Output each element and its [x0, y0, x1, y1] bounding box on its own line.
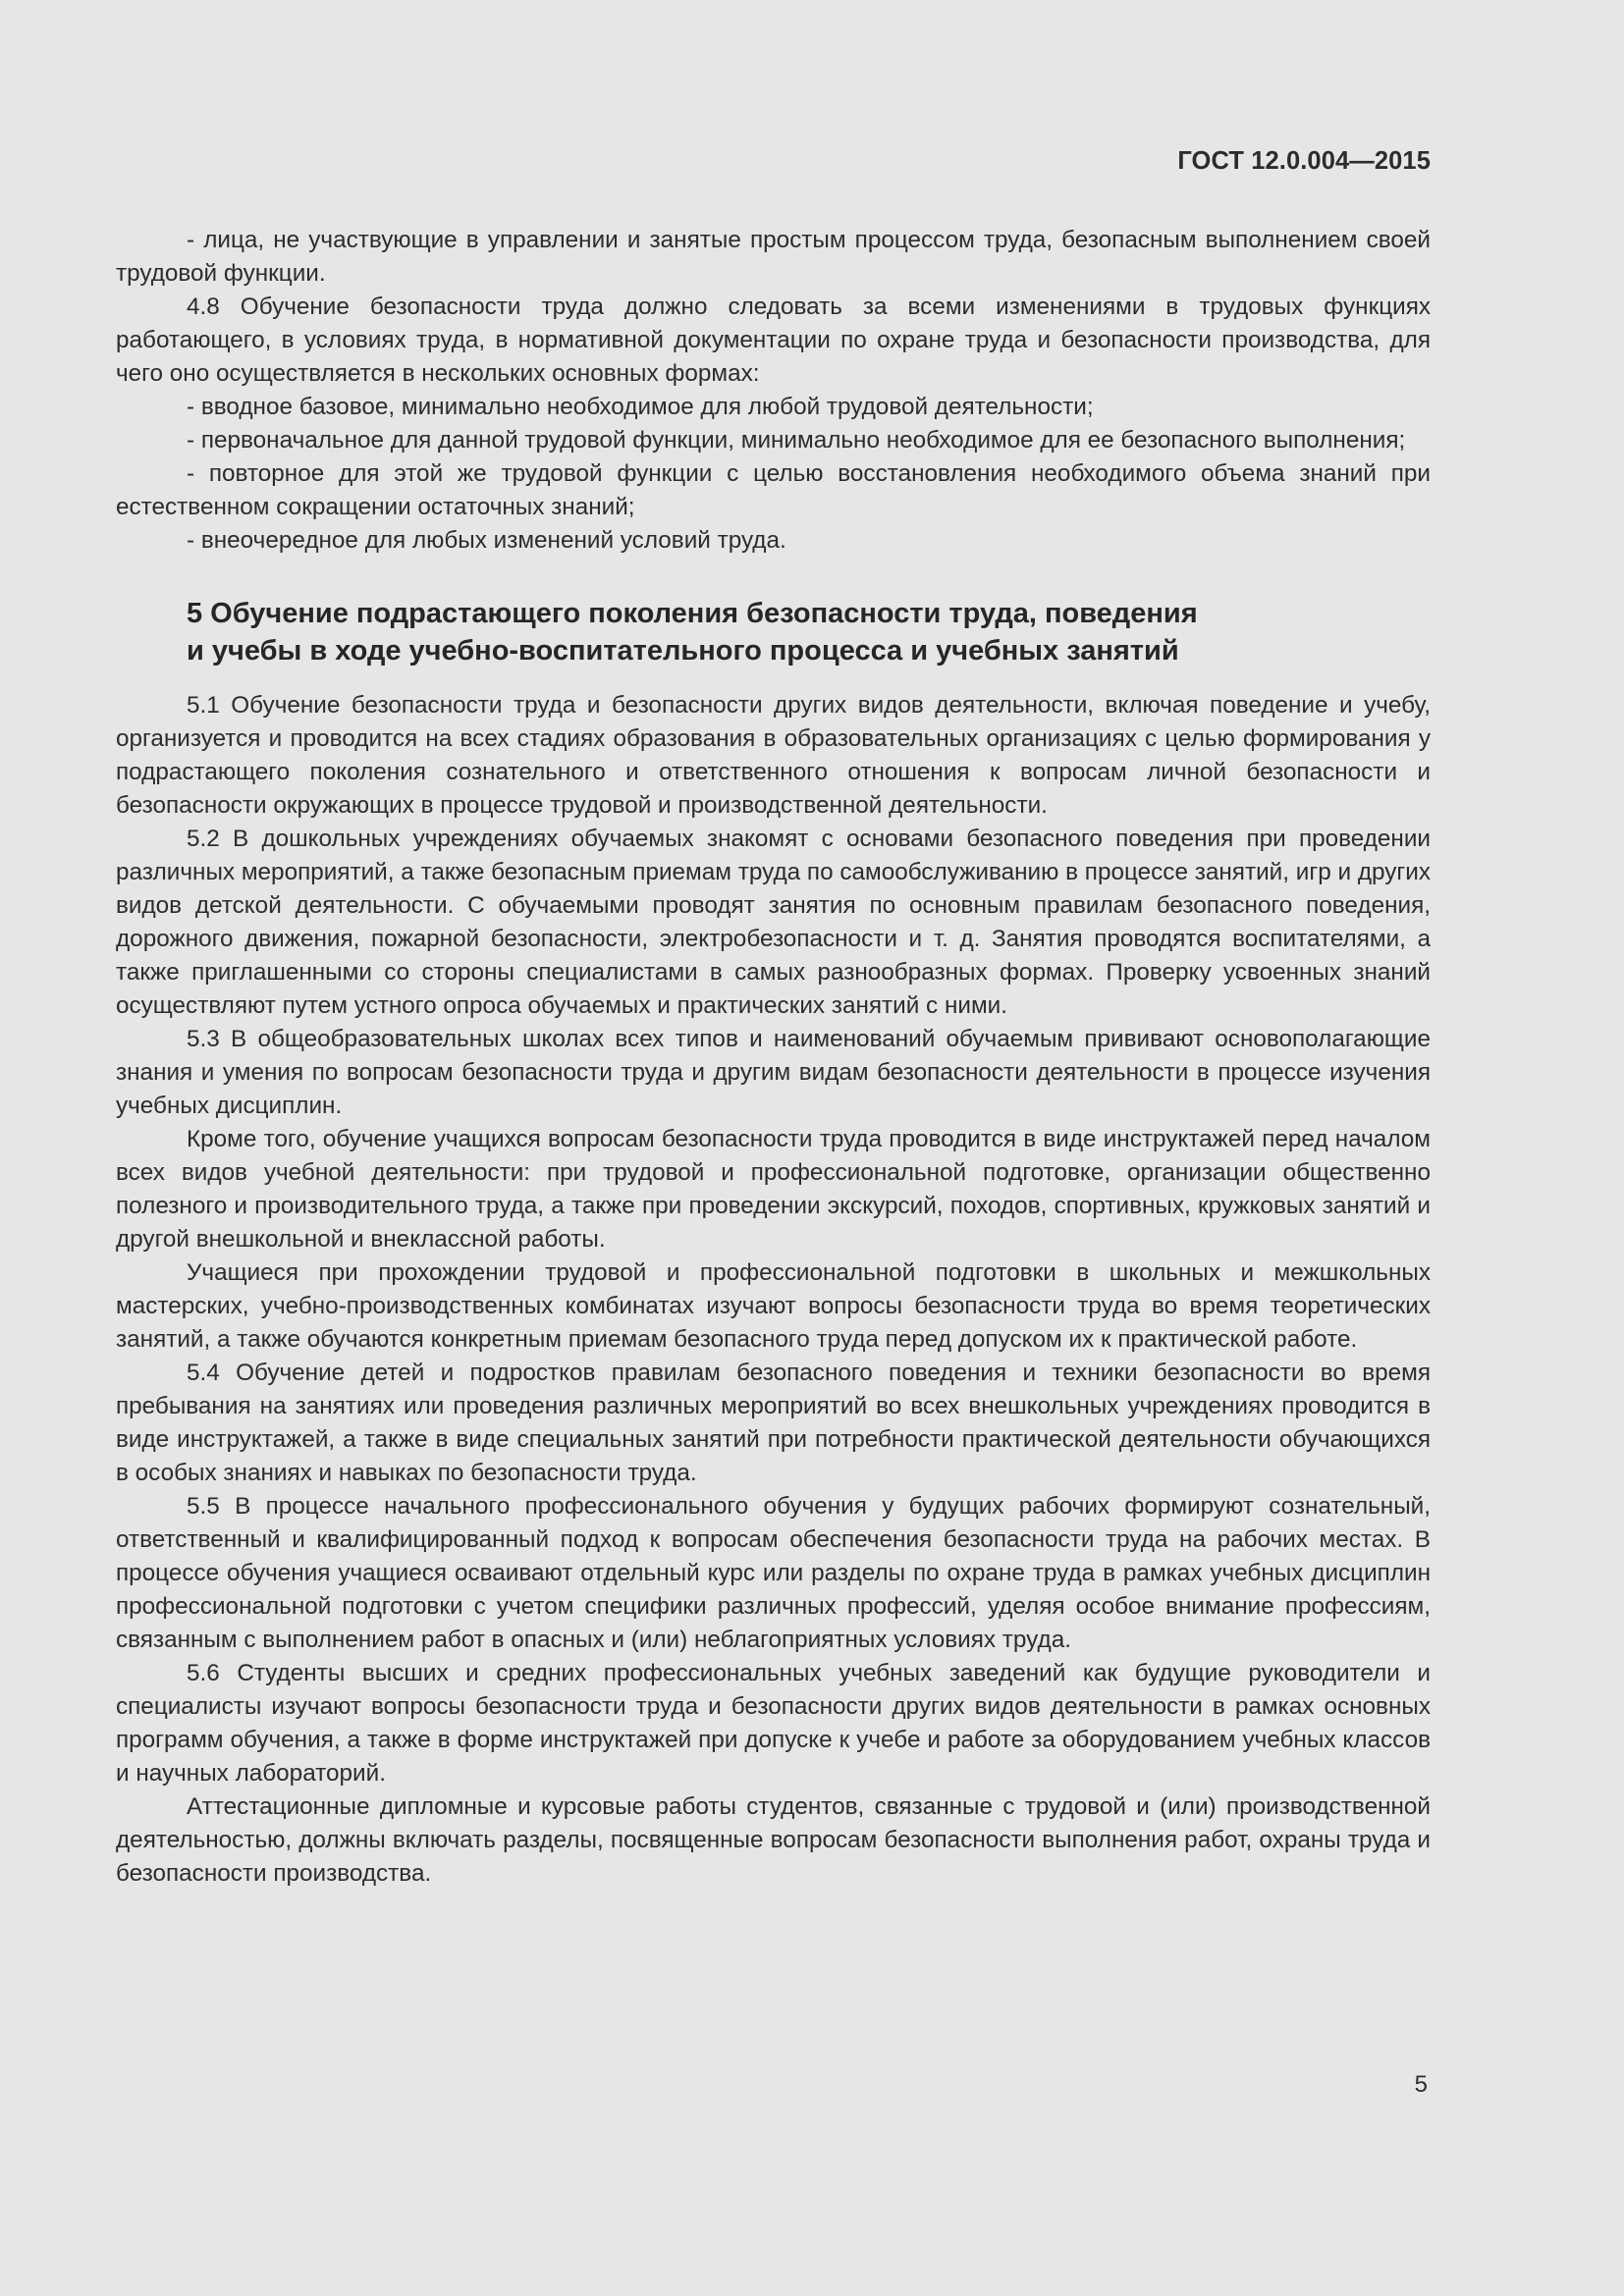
paragraph: 5.6 Студенты высших и средних профессиональных учебных заведений как будущие руководители и специалисты изучают вопросы безопасности труда и безопасности других видов деятельности в рамках основных программ обучения, а также в форме инструктажей при допуске к учебе и работе за оборудованием учебных классов и научных лабораторий.	[116, 1660, 1431, 1787]
paragraph: Аттестационные дипломные и курсовые работы студентов, связанные с трудовой и (или) производственной деятельностью, должны включать разделы, посвященные вопросам безопасности выполнения работ, охраны труда и безопасности производства.	[116, 1793, 1431, 1887]
list-item: - первоначальное для данной трудовой функции, минимально необходимое для ее безопасного выполнения;	[187, 427, 1406, 454]
page-number: 5	[1414, 2071, 1428, 2098]
paragraph: 5.3 В общеобразовательных школах всех типов и наименований обучаемым прививают основополагающие знания и умения по вопросам безопасности труда и другим видам безопасности деятельности в процессе изучения учебных дисциплин.	[116, 1026, 1431, 1119]
list-item: - повторное для этой же трудовой функции с целью восстановления необходимого объема знаний при естественном сокращении остаточных знаний;	[116, 460, 1431, 520]
paragraph: 4.8 Обучение безопасности труда должно следовать за всеми изменениями в трудовых функциях работающего, в условиях труда, в нормативной документации по охране труда и безопасности производства, для чего оно осуществляется в нескольких основных формах:	[116, 294, 1431, 387]
paragraph: Учащиеся при прохождении трудовой и профессиональной подготовки в школьных и межшкольных мастерских, учебно-производственных комбинатах изучают вопросы безопасности труда во время теоретических занятий, а также обучаются конкретным приемам безопасного труда перед допуском их к практической работе.	[116, 1259, 1431, 1353]
paragraph: 5.2 В дошкольных учреждениях обучаемых знакомят с основами безопасного поведения при проведении различных мероприятий, а также безопасным приемам труда по самообслуживанию в процессе занятий, игр и других видов детской деятельности. С обучаемыми проводят занятия по основным правилам безопасного поведения, дорожного движения, пожарной безопасности, электробезопасности и т. д. Занятия проводятся воспитателями, а также приглашенными со стороны специалистами в самых разнообразных формах. Проверку усвоенных знаний осуществляют путем устного опроса обучаемых и практических занятий с ними.	[116, 826, 1431, 1019]
list-item: - вводное базовое, минимально необходимое для любой трудовой деятельности;	[187, 394, 1094, 420]
section-heading-line: и учебы в ходе учебно-воспитательного процесса и учебных занятий	[187, 635, 1179, 667]
section-heading	[187, 595, 1431, 669]
paragraph: Кроме того, обучение учащихся вопросам безопасности труда проводится в виде инструктажей перед началом всех видов учебной деятельности: при трудовой и профессиональной подготовке, организации общественно полезного и производительного труда, а также при проведении экскурсий, походов, спортивных, кружковых занятий и другой внешкольной и внеклассной работы.	[116, 1126, 1431, 1253]
document-code: ГОСТ 12.0.004—2015	[1177, 147, 1431, 175]
list-item: - внеочередное для любых изменений условий труда.	[187, 527, 786, 554]
paragraph: 5.1 Обучение безопасности труда и безопасности других видов деятельности, включая поведение и учебу, организуется и проводится на всех стадиях образования в образовательных организациях с целью формирования у подрастающего поколения сознательного и ответственного отношения к вопросам личной безопасности и безопасности окружающих в процессе трудовой и производственной деятельности.	[116, 692, 1431, 819]
document-body	[116, 224, 1431, 1891]
paragraph: 5.4 Обучение детей и подростков правилам безопасного поведения и техники безопасности во время пребывания на занятиях или проведения различных мероприятий во всех внешкольных учреждениях проводится в виде инструктажей, а также в виде специальных занятий при потребности практической деятельности обучающихся в особых знаниях и навыках по безопасности труда.	[116, 1360, 1431, 1486]
paragraph: - лица, не участвующие в управлении и занятые простым процессом труда, безопасным выполнением своей трудовой функции.	[116, 227, 1431, 287]
paragraph: 5.5 В процессе начального профессионального обучения у будущих рабочих формируют сознательный, ответственный и квалифицированный подход к вопросам обеспечения безопасности труда на рабочих местах. В процессе обучения учащиеся осваивают отдельный курс или разделы по охране труда в рамках учебных дисциплин профессиональной подготовки с учетом специфики различных профессий, уделяя особое внимание профессиям, связанным с выполнением работ в опасных и (или) неблагоприятных условиях труда.	[116, 1493, 1431, 1653]
section-heading-line: 5 Обучение подрастающего поколения безопасности труда, поведения	[187, 598, 1198, 629]
